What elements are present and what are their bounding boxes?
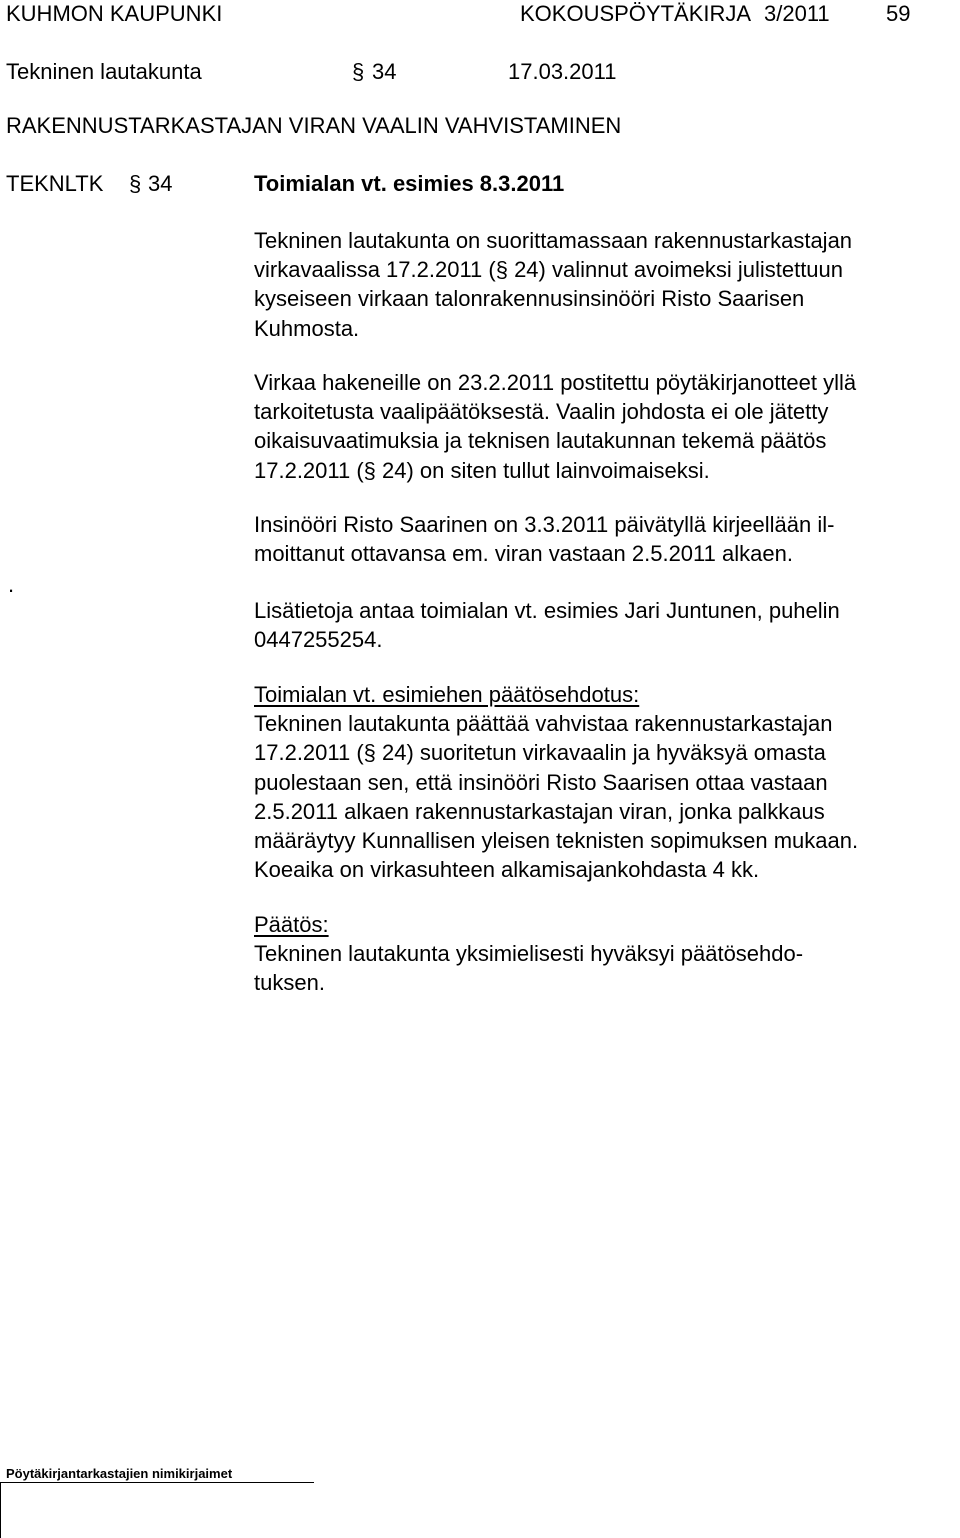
section-number: 34: [372, 59, 397, 84]
p5-line: Tekninen lautakunta päättää vahvistaa rakennustarkastajan: [254, 711, 833, 737]
page-number: 59: [886, 1, 911, 26]
p1-line: kyseiseen virkaan talonrakennusinsinööri Risto Saarisen: [254, 286, 805, 312]
p5-line: Koeaika on virkasuhteen alkamisajankohdasta 4 kk.: [254, 857, 760, 883]
p1-line: Kuhmosta.: [254, 315, 360, 341]
section-mark-icon: §: [352, 59, 365, 84]
p4-line: Lisätietoja antaa toimialan vt. esimies Jari Juntunen, puhelin: [254, 598, 840, 623]
p1-line: virkavaalissa 17.2.2011 (§ 24) valinnut avoimeksi julistettuun: [254, 257, 844, 283]
p5-line: puolestaan sen, että insinööri Risto Saarisen ottaa vastaan: [254, 769, 828, 795]
decision-heading: Päätös:: [254, 912, 329, 937]
p6-line: tuksen.: [254, 970, 325, 996]
signature-divider: [0, 1482, 314, 1483]
doc-type: KOKOUSPÖYTÄKIRJA: [520, 1, 752, 26]
ref-code: TEKNLTK: [6, 171, 104, 196]
ref-subtitle: Toimialan vt. esimies 8.3.2011: [254, 171, 565, 196]
margin-dot: .: [8, 572, 15, 597]
p2-line: Virkaa hakeneille on 23.2.2011 postitettu pöytäkirjanotteet yllä: [254, 370, 857, 395]
decision-block: [254, 910, 954, 998]
signature-box-edge: [0, 1482, 1, 1538]
proposal-block: [254, 680, 954, 884]
ref-section-number: 34: [148, 171, 173, 196]
board-name: Tekninen lautakunta: [6, 59, 202, 84]
p5-line: määräytyy Kunnallisen yleisen teknisten sopimuksen mukaan.: [254, 828, 859, 854]
paragraph-1: [254, 226, 954, 343]
p4-line: 0447255254.: [254, 627, 383, 653]
p3-line: Insinööri Risto Saarinen on 3.3.2011 päivätyllä kirjeellään il-: [254, 512, 835, 537]
paragraph-4: [254, 596, 954, 654]
meeting-date: 17.03.2011: [508, 59, 617, 84]
p1-line: Tekninen lautakunta on suorittamassaan rakennustarkastajan: [254, 228, 853, 253]
p2-line: oikaisuvaatimuksia ja teknisen lautakunnan tekemä päätös: [254, 428, 827, 454]
doc-number: 3/2011: [764, 1, 830, 26]
p5-line: 2.5.2011 alkaen rakennustarkastajan viran, jonka palkkaus: [254, 798, 825, 824]
paragraph-2: [254, 368, 954, 485]
signatures-label: Pöytäkirjantarkastajien nimikirjaimet: [6, 1466, 233, 1481]
p2-line: tarkoitetusta vaalipäätöksestä. Vaalin johdosta ei ole jätetty: [254, 399, 829, 425]
ref-section-mark-icon: §: [129, 171, 142, 196]
proposal-heading: Toimialan vt. esimiehen päätösehdotus:: [254, 682, 640, 707]
page-title: RAKENNUSTARKASTAJAN VIRAN VAALIN VAHVISTAMINEN: [6, 113, 622, 138]
paragraph-3: [254, 510, 954, 568]
p5-line: 17.2.2011 (§ 24) suoritetun virkavaalin ja hyväksyä omasta: [254, 740, 826, 766]
p6-line: Tekninen lautakunta yksimielisesti hyväksyi päätösehdo-: [254, 941, 804, 967]
org-name: KUHMON KAUPUNKI: [6, 1, 223, 26]
p2-line: 17.2.2011 (§ 24) on siten tullut lainvoimaiseksi.: [254, 457, 710, 483]
p3-line: moittanut ottavansa em. viran vastaan 2.5.2011 alkaen.: [254, 541, 793, 567]
